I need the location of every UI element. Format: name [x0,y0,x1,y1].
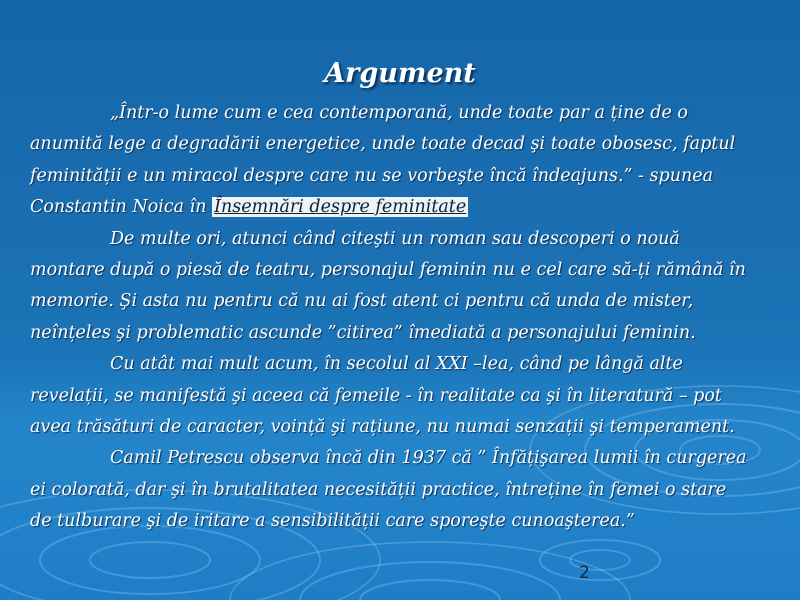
text-line: feminității e un miracol despre care nu se vorbeşte încă îndeajuns.” - spunea [30,165,714,186]
text-line: montare după o piesă de teatru, personajul feminin nu e cel care să-ți rămână în [30,260,746,281]
book-title-highlight: Însemnări despre feminitate [214,197,467,218]
text-line: Cu atât mai mult acum, în secolul al XXI –lea, când pe lângă alte [110,354,683,375]
text-line: De multe ori, atunci când citeşti un roman sau descoperi o nouă [110,228,680,249]
slide-title: Argument [324,58,476,89]
text-line: neînțeles şi problematic ascunde ”citirea” îmediată a personajului feminin. [30,322,696,343]
text-line: revelații, se manifestă şi aceea că femeile - în realitate ca şi în literatură – pot [30,385,722,406]
text-line: „Într-o lume cum e cea contemporană, unde toate par a ține de o [110,103,688,123]
text-line: memorie. Şi asta nu pentru că nu ai fost atent ci pentru că unda de mister, [30,291,694,312]
text-line: avea trăsături de caracter, voință şi rațiune, nu numai senzații şi temperament. [30,417,735,438]
slide-body [30,98,775,538]
text-line [30,192,775,223]
text-line: de tulburare şi de iritare a sensibilității care sporeşte cunoaşterea.” [30,511,635,532]
text-line: anumită lege a degradării energetice, unde toate decad şi toate obosesc, faptul [30,134,736,155]
text-line: Camil Petrescu observa încă din 1937 că ” Înfățişarea lumii în curgerea [110,448,747,469]
author-name: Constantin Noica în [30,197,213,218]
page-number: 2 [579,563,590,583]
text-line: ei colorată, dar şi în brutalitatea necesității practice, întreține în femei o stare [30,479,727,500]
